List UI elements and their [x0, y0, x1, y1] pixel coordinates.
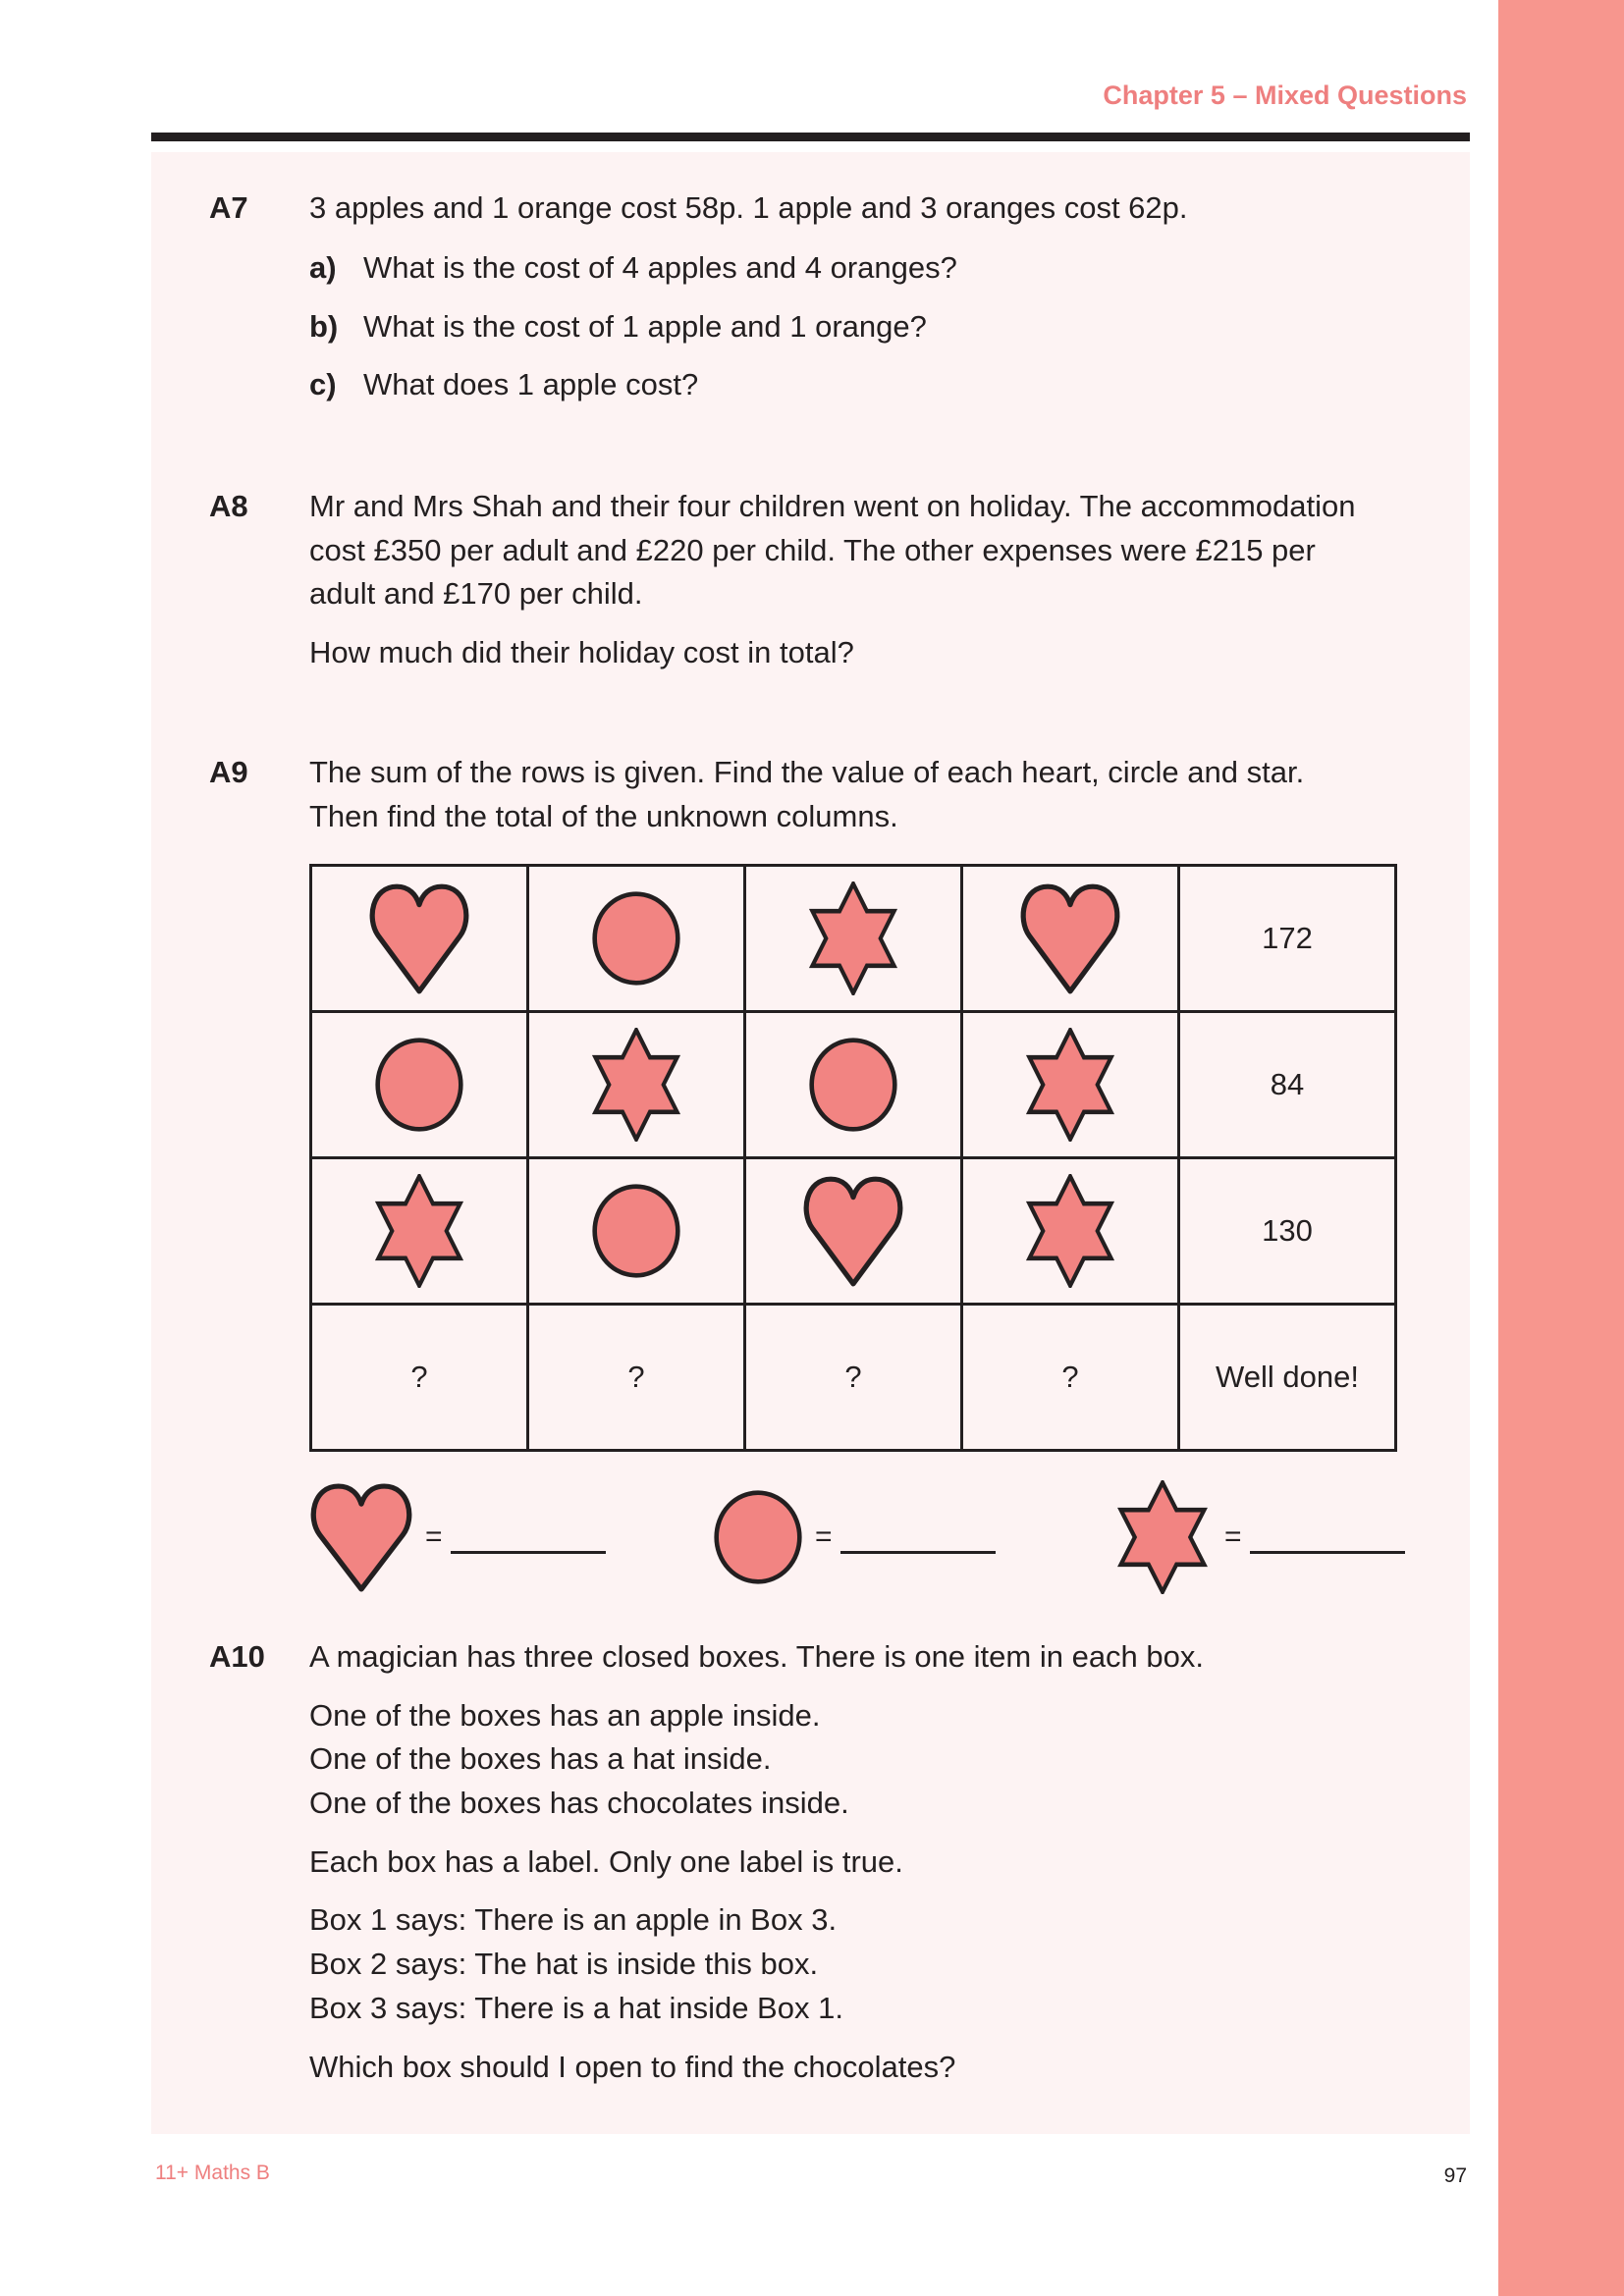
a10-item: One of the boxes has a hat inside.	[309, 1741, 772, 1776]
a7-part-label: b)	[309, 309, 339, 344]
book-title: 11+ Maths B	[155, 2162, 270, 2184]
a9-line: The sum of the rows is given. Find the value of each heart, circle and star.	[309, 755, 1305, 789]
grid-cell	[962, 866, 1179, 1012]
column-total-unknown: ?	[962, 1305, 1179, 1451]
circle-icon	[591, 890, 681, 987]
circle-icon	[808, 1037, 898, 1133]
a10-rule: Each box has a label. Only one label is true.	[309, 1844, 903, 1879]
grid-cell	[745, 1012, 962, 1158]
question-number-a9: A9	[209, 755, 248, 789]
equals-sign: =	[1224, 1521, 1242, 1553]
grid-cell	[962, 1158, 1179, 1305]
a7-part-label: a)	[309, 250, 337, 285]
grid-cell	[962, 1012, 1179, 1158]
grid-cell	[528, 1158, 745, 1305]
circle-icon	[591, 1183, 681, 1279]
row-total: 130	[1179, 1158, 1396, 1305]
well-done-cell: Well done!	[1179, 1305, 1396, 1451]
circle-icon	[713, 1489, 803, 1585]
grid-cell	[311, 1012, 528, 1158]
column-total-unknown: ?	[528, 1305, 745, 1451]
equals-sign: =	[815, 1521, 833, 1553]
circle-icon	[374, 1037, 464, 1133]
column-total-unknown: ?	[311, 1305, 528, 1451]
header-rule	[151, 133, 1470, 141]
column-total-unknown: ?	[745, 1305, 962, 1451]
a7-part-text: What does 1 apple cost?	[363, 367, 699, 401]
question-number-a7: A7	[209, 190, 248, 225]
heart-icon	[368, 881, 470, 996]
a8-line: adult and £170 per child.	[309, 576, 643, 611]
page-number: 97	[1443, 2164, 1467, 2187]
star-answer	[1112, 1480, 1405, 1594]
grid-cell	[311, 866, 528, 1012]
question-number-a8: A8	[209, 489, 248, 523]
a10-box-label: Box 1 says: There is an apple in Box 3.	[309, 1902, 838, 1937]
a10-box-label: Box 3 says: There is a hat inside Box 1.	[309, 1991, 843, 2025]
row-total: 84	[1179, 1012, 1396, 1158]
star-icon	[804, 881, 902, 995]
a7-part-label: c)	[309, 367, 337, 401]
a10-item: One of the boxes has an apple inside.	[309, 1698, 821, 1733]
a10-box-label: Box 2 says: The hat is inside this box.	[309, 1947, 819, 1981]
heart-icon	[1019, 881, 1121, 996]
shape-sum-grid	[309, 864, 1397, 1452]
row-total: 172	[1179, 866, 1396, 1012]
star-icon	[1021, 1174, 1119, 1288]
grid-cell	[745, 866, 962, 1012]
a10-item: One of the boxes has chocolates inside.	[309, 1786, 849, 1820]
grid-row	[311, 866, 1396, 1012]
grid-row-unknown	[311, 1305, 1396, 1451]
a8-question: How much did their holiday cost in total?	[309, 635, 854, 669]
a7-part-text: What is the cost of 4 apples and 4 oranges?	[363, 250, 957, 285]
a7-part-text: What is the cost of 1 apple and 1 orange?	[363, 309, 927, 344]
question-number-a10: A10	[209, 1639, 265, 1674]
heart-answer-blank[interactable]	[451, 1522, 606, 1554]
chapter-title: Chapter 5 – Mixed Questions	[1103, 80, 1467, 110]
equals-sign: =	[425, 1521, 443, 1553]
grid-cell	[528, 866, 745, 1012]
star-icon	[1112, 1480, 1213, 1594]
a7-stem: 3 apples and 1 orange cost 58p. 1 apple and 3 oranges cost 62p.	[309, 190, 1188, 225]
star-answer-blank[interactable]	[1250, 1522, 1405, 1554]
heart-icon	[309, 1480, 413, 1594]
grid-cell	[745, 1158, 962, 1305]
heart-answer	[309, 1480, 606, 1594]
star-icon	[587, 1028, 685, 1142]
grid-row	[311, 1158, 1396, 1305]
a10-intro: A magician has three closed boxes. There is one item in each box.	[309, 1639, 1205, 1674]
grid-cell	[528, 1012, 745, 1158]
a9-line: Then find the total of the unknown columns.	[309, 799, 898, 833]
chapter-side-tab	[1498, 0, 1624, 2296]
star-icon	[370, 1174, 468, 1288]
grid-cell	[311, 1158, 528, 1305]
grid-row	[311, 1012, 1396, 1158]
heart-icon	[802, 1173, 904, 1289]
a10-question: Which box should I open to find the chocolates?	[309, 2050, 956, 2084]
a8-line: Mr and Mrs Shah and their four children went on holiday. The accommodation	[309, 489, 1356, 523]
circle-answer-blank[interactable]	[840, 1522, 996, 1554]
a8-line: cost £350 per adult and £220 per child. The other expenses were £215 per	[309, 533, 1316, 567]
circle-answer	[713, 1480, 996, 1594]
star-icon	[1021, 1028, 1119, 1142]
